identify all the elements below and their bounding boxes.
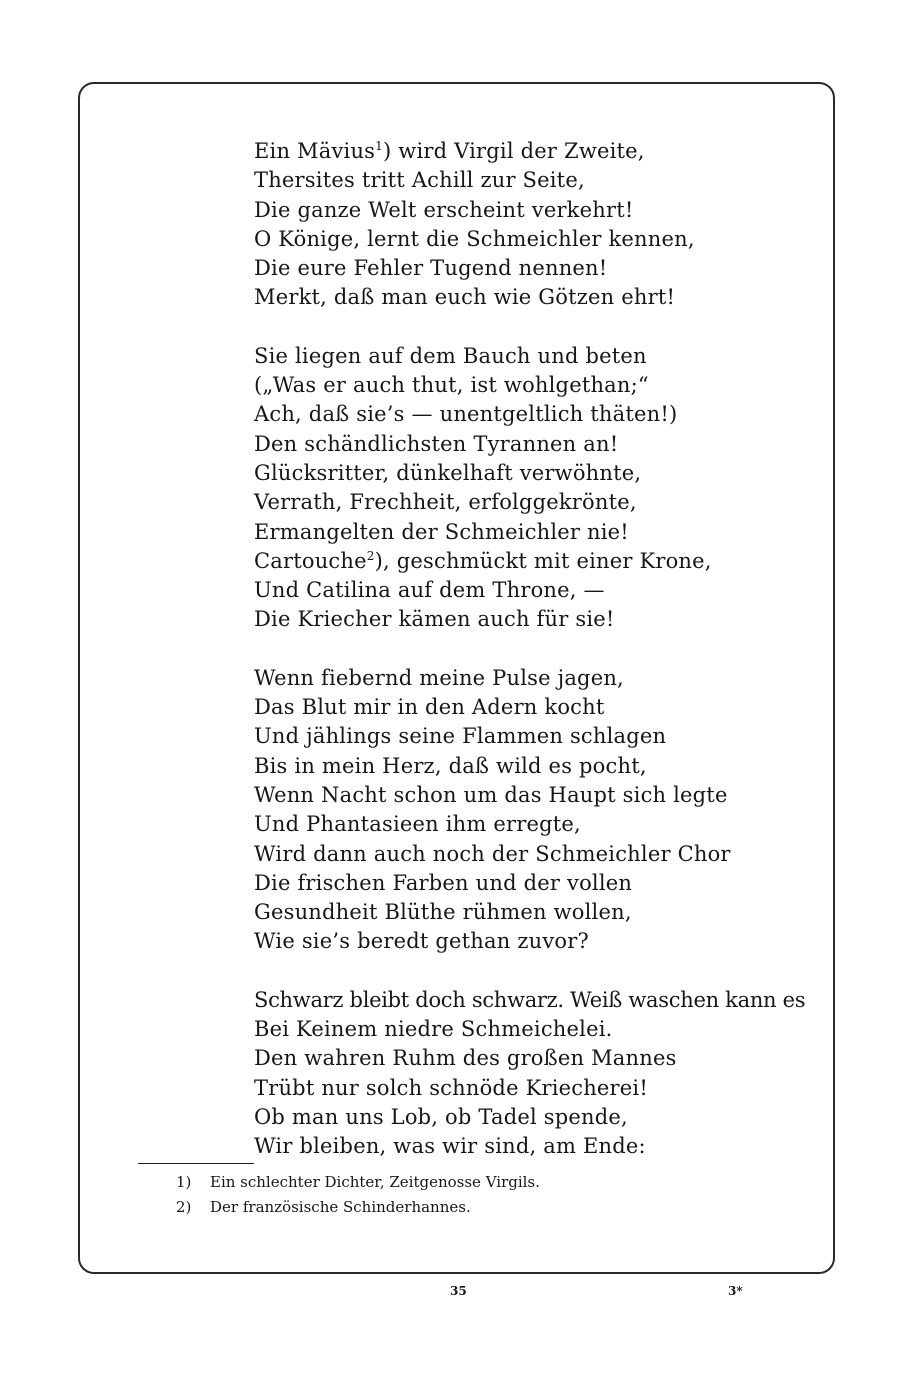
- stanza-2: [254, 342, 794, 635]
- poem-line: [254, 166, 794, 195]
- line-text: tritt: [354, 168, 412, 193]
- footnote-rule: [138, 1163, 254, 1164]
- poem-line: Wird dann auch noch der Schmeichler Chor: [254, 841, 731, 866]
- poem-line: Und jählings seine Flammen schlagen: [254, 724, 667, 749]
- footnote-text: Ein schlechter Dichter, Zeitgenosse Virgils.: [210, 1173, 540, 1191]
- poem-line: Wenn Nacht schon um das Haupt sich legte: [254, 782, 728, 807]
- poem-line: Ermangelten der Schmeichler nie!: [254, 519, 629, 544]
- poem-line: Schwarz bleibt doch schwarz. Weiß waschen kann es: [254, 987, 806, 1012]
- name-catilina: Catilina: [306, 578, 391, 603]
- poem-line: Und Phantasieen ihm erregte,: [254, 812, 581, 837]
- poem-line: O Könige, lernt die Schmeichler kennen,: [254, 226, 695, 251]
- footnotes: [176, 1170, 540, 1220]
- poem-line: Wir bleiben, was wir sind, am Ende:: [254, 1134, 646, 1159]
- poem-line: („Was er auch thut, ist wohlgethan;“: [254, 373, 649, 398]
- poem-line: Den schändlichsten Tyrannen an!: [254, 431, 619, 456]
- poem: [254, 137, 806, 1191]
- poem-line: [254, 576, 794, 605]
- poem-line: Merkt, daß man euch wie Götzen ehrt!: [254, 285, 676, 310]
- line-text: zur Seite,: [473, 168, 585, 193]
- poem-line: Ob man uns Lob, ob Tadel spende,: [254, 1104, 628, 1129]
- footnote-ref-2: 2: [366, 548, 375, 563]
- poem-line: Wie sie’s beredt gethan zuvor?: [254, 929, 589, 954]
- footnote-1: [176, 1170, 540, 1195]
- name-achill: Achill: [411, 168, 474, 193]
- line-text: Und: [254, 578, 307, 603]
- poem-line: Wenn fiebernd meine Pulse jagen,: [254, 665, 624, 690]
- poem-line: Den wahren Ruhm des großen Mannes: [254, 1046, 677, 1071]
- poem-line: Die frischen Farben und der vollen: [254, 870, 633, 895]
- poem-line: Die ganze Welt erscheint verkehrt!: [254, 197, 634, 222]
- poem-line: Verrath, Frechheit, erfolggekrönte,: [254, 490, 637, 515]
- name-maevius: Mävius: [297, 139, 376, 163]
- name-cartouche: Cartouche: [254, 548, 367, 573]
- poem-line: Glücksritter, dünkelhaft verwöhnte,: [254, 460, 642, 485]
- stanza-4: [254, 986, 806, 1162]
- footnote-mark: 2): [176, 1198, 192, 1216]
- signature-mark: 3*: [728, 1284, 743, 1298]
- footnote-text: Der französische Schinderhannes.: [210, 1198, 471, 1216]
- line-text: der Zweite,: [513, 139, 645, 163]
- poem-line: Bis in mein Herz, daß wild es pocht,: [254, 753, 647, 778]
- poem-line: Trübt nur solch schnöde Kriecherei!: [254, 1075, 648, 1100]
- footnote-mark: 1): [176, 1173, 192, 1191]
- poem-line: Das Blut mir in den Adern kocht: [254, 695, 605, 720]
- poem-line: Bei Keinem niedre Schmeichelei.: [254, 1017, 613, 1042]
- line-text: Ein: [254, 139, 298, 163]
- name-thersites: Thersites: [254, 168, 355, 193]
- line-text: auf dem Throne, —: [390, 578, 605, 603]
- stanza-3: [254, 664, 794, 957]
- poem-line: Die eure Fehler Tugend nennen!: [254, 256, 608, 281]
- stanza-1: [254, 137, 794, 313]
- poem-line: [254, 547, 794, 576]
- footnote-2: [176, 1195, 540, 1220]
- footnote-ref-1: 1: [375, 139, 383, 153]
- line-text: ) wird: [383, 139, 455, 163]
- poem-line: [254, 137, 794, 166]
- line-text: ), geschmückt mit einer Krone,: [374, 548, 712, 573]
- name-virgil: Virgil: [454, 139, 514, 163]
- page-number: 35: [450, 1284, 467, 1298]
- poem-line: Die Kriecher kämen auch für sie!: [254, 607, 615, 632]
- poem-line: Gesundheit Blüthe rühmen wollen,: [254, 900, 632, 925]
- poem-line: Ach, daß sie’s — unentgeltlich thäten!): [254, 402, 678, 427]
- poem-line: Sie liegen auf dem Bauch und beten: [254, 343, 647, 368]
